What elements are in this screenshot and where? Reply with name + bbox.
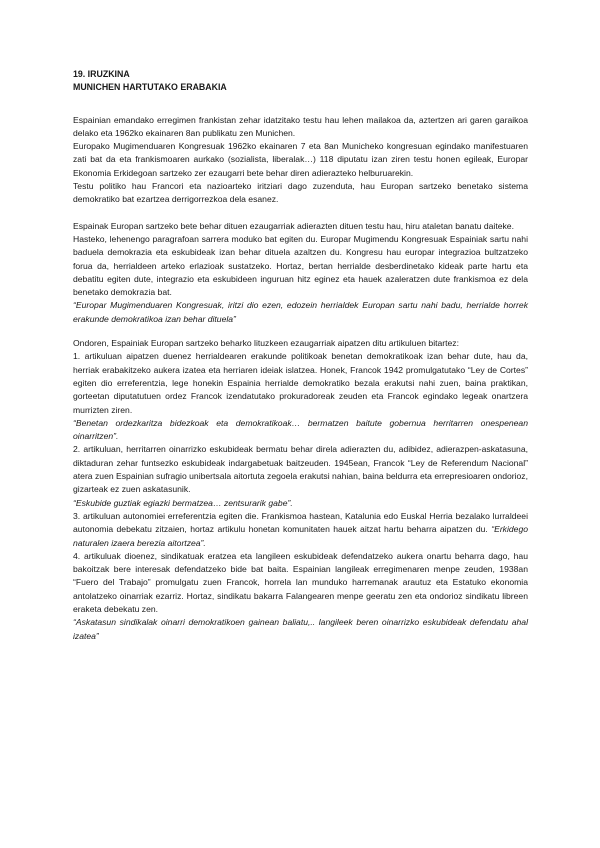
paragraph-article-3 — [73, 510, 528, 550]
paragraph-article-1: 1. artikuluan aipatzen duenez herrialdearen erakunde politikoak benetan demokratikoak izan behar dute, hau da, herriak erabakitzeko aukera izatea eta herriaren ideiak islatzea. Honek, Francok 1942 promulgatutako “Ley de Cortes” egiten dio erreferentzia, lege honekin Espainia herrialde demokratiko bezala erakutsi nahi zuen, baina praktikan, gorteetan diputatutuen ordez Francok izendatutako prokuradoreak zeuden eta Francok egindako legeak onartzera murrizten ziren. — [73, 351, 528, 415]
quote-article-4: “Askatasun sindikalak oinarri demokratikoen gainean baliatu,.. langileek beren oinarrizko eskubideak defendatu ahal izatea” — [73, 617, 528, 641]
paragraph-structure: Espainak Europan sartzeko bete behar dituen ezaugarriak adierazten dituen testu hau, hiru ataletan banatu daiteke. — [73, 220, 514, 231]
paragraph-article-2: 2. artikuluan, herritarren oinarrizko eskubideak bermatu behar direla adierazten du, adibidez, adierazpen-askatasuna, diktaduran zehar funtsezko eskubideak indargabetuak baitzeuden. 1945ean, Francok “Ley de Referendum Nacional” atera zuen Espainian sufragio unibertsala aitortuta zegoela erakutsi nahian, baina beldurra eta errepresioaren ondorioz, gizarteak ez zuen askatasunik. — [73, 444, 528, 495]
quote-article-2: “Eskubide guztiak egiazki bermatzea… zentsurarik gabe”. — [73, 497, 293, 508]
heading — [73, 68, 528, 95]
spacer — [73, 326, 528, 337]
paragraph-context: Europako Mugimenduaren Kongresuak 1962ko ekainaren 7 eta 8an Municheko kongresuan egindako manifestuaren zati bat da eta frankismoaren aurkako (sozialista, liberalak…) 118 diputatu izan ziren testu honen egileak, Europar Ekonomia Erkidegoan sartzeko zer ezaugarri bete behar diren adierazteko helburuarekin. — [73, 141, 528, 178]
article-3-text: 3. artikuluan autonomiei erreferentzia egiten die. Frankismoa hastean, Katalunia edo Euskal Herria bezalako lurraldeei autonomia debekatu zitzaien, hortaz artikulu honetan komunitaten hauek aitzat hartu beharra aipatzen du. — [73, 510, 528, 535]
paragraph-articles-intro: Ondoren, Espainiak Europan sartzeko beharko lituzkeen ezaugarriak aipatzen ditu artikuluen bitartez: — [73, 338, 459, 349]
spacer — [73, 207, 528, 220]
paragraph-article-4: 4. artikuluak dioenez, sindikatuak eratzea eta langileen eskubideak defendatzeko aukera onartu beharra dago, hau bakoitzak bere interesak defendatzeko bide bat baita. Espainian langileak erregimenaren menpe zeuden, 1938an “Fuero del Trabajo” promulgatu zuen Francok, horrela lan munduko harremanak arautuz eta Estatuko ekonomia antolatzeko oinarriak ezarriz. Hortaz, sindikatu bakarra Falangearen menpe geeratu zen eta ondorioz sindikatu libreen eraketa debekatu zen. — [73, 550, 528, 614]
paragraph-intro: Espainian emandako erregimen frankistan zehar idatzitako testu hau lehen mailakoa da, aztertzen ari garen garaikoa delako eta 1962ko ekainaren 8an publikatu zen Munichen. — [73, 114, 528, 138]
quote-article-1: “Benetan ordezkaritza bidezkoak eta demokratikoak… bermatzen baitute gobernua herritarren onespenean oinarritzen”. — [73, 417, 528, 442]
document-body — [73, 68, 528, 643]
paragraph-first-part: Hasteko, lehenengo paragrafoan sarrera moduko bat egiten du. Europar Mugimendu Kongresuak Espainiak sartu nahi baduela demokrazia eta eskubideak izan behar dituela azaltzen du. Kongresu hau europar integrazioa bultzatzeko forua da, herrialdeen arteko erlazioak sustatzeko. Hortaz, bertan herrialde desberdinetako kideak parte hartu eta debatitu egiten dute, integrazio eta eskubideen inguruan hitz eginez eta hauek azaleratzen dute frankismoa ez dela benetako demokrazia bat. — [73, 233, 528, 298]
heading-title: MUNICHEN HARTUTAKO ERABAKIA — [73, 82, 227, 93]
quote-1: “Europar Mugimenduaren Kongresuak, iritzi dio ezen, edozein herrialdek Europan sartu nahi badu, herrialde horrek erakunde demokratikoa izan behar dituela” — [73, 300, 528, 324]
quote-article-3: “Erkidego naturalen izaera berezia aitortzea”. — [73, 524, 528, 548]
heading-number: 19. IRUZKINA — [73, 69, 130, 79]
paragraph-audience: Testu politiko hau Francori eta nazioarteko iritziari dago zuzenduta, hau Europan sartzeko benetako sistema demokratiko bat ezartzea derrigorrezkoa dela esanez. — [73, 181, 528, 205]
